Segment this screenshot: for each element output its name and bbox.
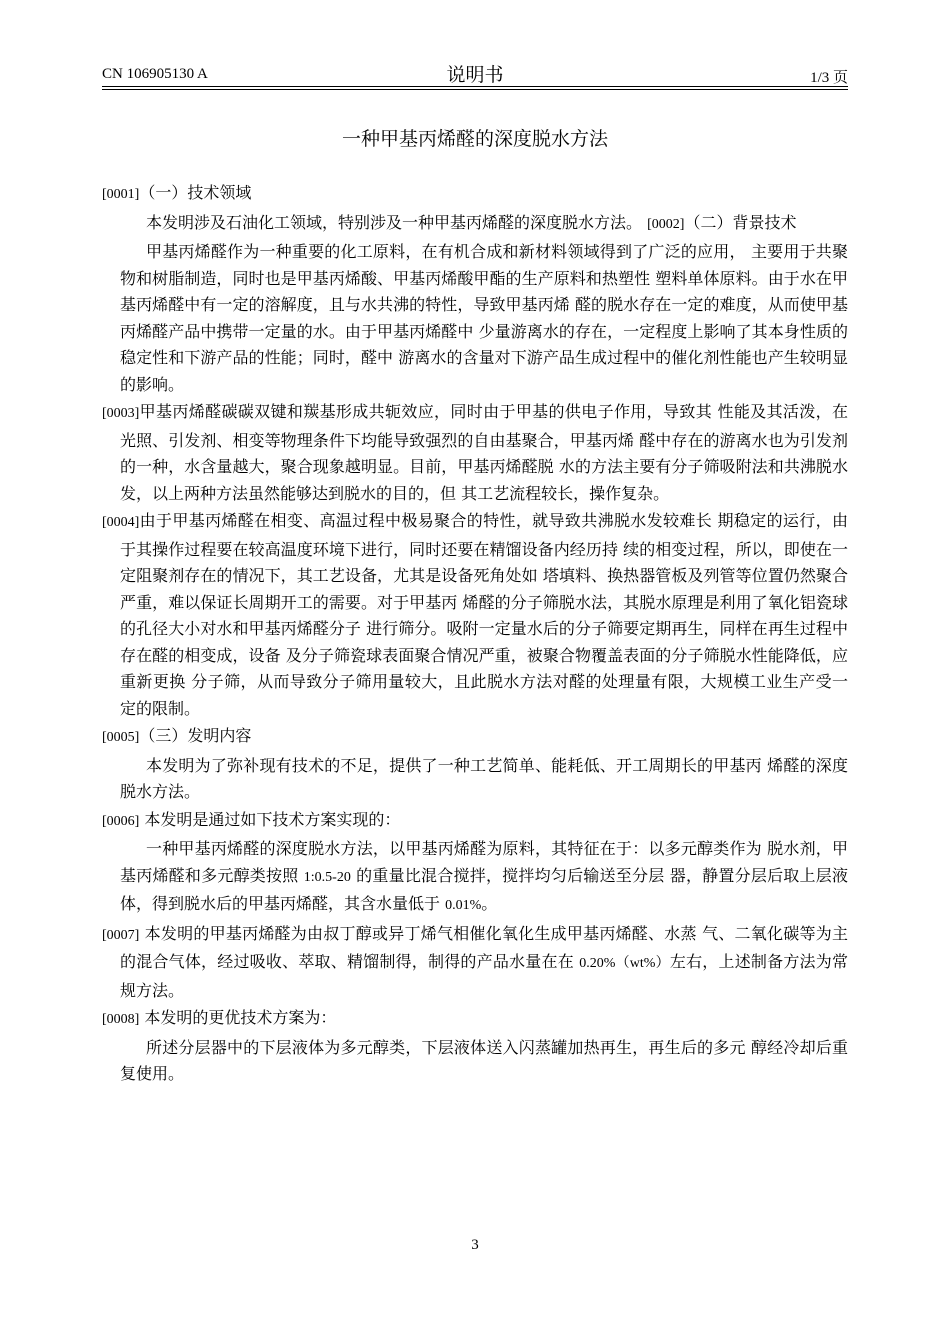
- paragraph-0003: [102, 399, 848, 507]
- paragraph-0005: [102, 723, 848, 752]
- paragraph-number: [0003]: [102, 406, 140, 421]
- patent-number: CN 106905130 A: [102, 66, 208, 82]
- paragraph-text: （二）背景技术: [684, 212, 797, 232]
- paragraph-number: [0002]: [647, 216, 685, 232]
- paragraph-text: 由于甲基丙烯醛在相变、高温过程中极易聚合的特性，就导致共沸脱水发较难长 期稳定的运行，由于其操作过程要在较高温度环境下进行，同时还要在精馏设备内经历持 续的相变过程，所以，即使在一定阻聚剂存在的情况下，其工艺设备，尤其是设备死角处如 塔填料、换热器管板及列管等位置仍然聚合严重，难以保证长周期开工的需要。对于甲基丙 烯醛的分子筛脱水法，其脱水原理是利用了氧化铝瓷球的孔径大小对水和甲基丙烯醛分子 进行筛分。吸附一定量水后的分子筛要定期再生，同样在再生过程中存在醛的相变成，设备 及分子筛瓷球表面聚合情况严重，被聚合物覆盖表面的分子筛脱水性能降低，应重新更换 分子筛，从而导致分子筛用量较大，且此脱水方法对醛的处理量有限，大规模工业生产受一 定的限制。: [120, 511, 848, 718]
- paragraph-text: 左右，上述制备方法为常规方法。: [120, 952, 848, 1000]
- page-number: 3: [471, 1237, 479, 1253]
- paragraph-text: 甲基丙烯醛作为一种重要的化工原料，在有机合成和新材料领域得到了广泛的应用， 主要用于共聚物和树脂制造，同时也是甲基丙烯酸、甲基丙烯酸甲酯的生产原料和热塑性 塑料单体原料。由于水在甲基丙烯醛中有一定的溶解度，且与水共沸的特性，导致甲基丙烯 醛的脱水存在一定的难度，从而使甲基丙烯醛产品中携带一定量的水。由于甲基丙烯醛中 少量游离水的存在，一定程度上影响了其本身性质的稳定性和下游产品的性能；同时，醛中 游离水的含量对下游产品生成过程中的催化剂性能也产生较明显的影响。: [120, 242, 848, 394]
- paragraph-number: [0001]: [102, 187, 140, 202]
- paragraph-number: [0008]: [102, 1012, 140, 1027]
- paragraph-text: 所述分层器中的下层液体为多元醇类，下层液体送入闪蒸罐加热再生，再生后的多元 醇经冷却后重复使用。: [120, 1037, 848, 1083]
- paragraph-method: [102, 836, 848, 920]
- paragraph-text: 一种甲基丙烯醛的深度脱水方法，以甲基丙烯醛为原料，其特征在于：以多元醇类作为 脱水剂，甲基丙烯醛和多元醇类按照: [120, 839, 848, 885]
- page-indicator: 1/3 页: [810, 70, 848, 86]
- paragraph-preferred: [102, 1035, 848, 1088]
- paragraph-text: 本发明的更优技术方案为：: [139, 1008, 337, 1027]
- paragraph-text: 本发明是通过如下技术方案实现的：: [139, 809, 401, 829]
- paragraph-text: （一）技术领域: [139, 183, 252, 202]
- paragraph-0006: [102, 807, 848, 836]
- paragraph-0001: [102, 180, 848, 209]
- paragraph-summary: [102, 753, 848, 806]
- paragraph-text: 本发明的甲基丙烯醛为由叔丁醇或异丁烯气相催化氧化生成甲基丙烯醛、水蒸 气、二氧化碳等为主的混合气体，经过吸收、萃取、精馏制得，制得的产品水量在在: [120, 923, 848, 971]
- paragraph-number: [0007]: [102, 927, 140, 943]
- paragraph-text: 的重量比混合搅拌，搅拌均匀后输送至分层 器，静置分层后取上层液体，得到脱水后的甲基丙烯醛，其含水量低于: [120, 865, 848, 913]
- paragraph-text: （三）发明内容: [139, 726, 252, 745]
- paragraph-field: [102, 210, 848, 239]
- paragraph-text: 本发明涉及石油化工领域，特别涉及一种甲基丙烯醛的深度脱水方法。: [146, 212, 643, 232]
- paragraph-number: [0004]: [102, 515, 140, 530]
- header-rule-thick: [102, 86, 848, 87]
- weight-ratio: 1:0.5-20: [303, 869, 351, 885]
- paragraph-text: 甲基丙烯醛碳碳双键和羰基形成共轭效应，同时由于甲基的供电子作用，导致其 性能及其活泼，在光照、引发剂、相变等物理条件下均能导致强烈的自由基聚合，甲基丙烯 醛中存在的游离水也为引发剂的一种，水含量越大，聚合现象越明显。目前，甲基丙烯醛脱 水的方法主要有分子筛吸附法和共沸脱水发，以上两种方法虽然能够达到脱水的目的，但 其工艺流程较长，操作复杂。: [120, 402, 848, 503]
- paragraph-background: [102, 239, 848, 398]
- paragraph-0007: [102, 921, 848, 1005]
- product-water-value: 0.20%（wt%）: [579, 956, 670, 971]
- section-title: 说明书: [446, 64, 504, 86]
- paragraph-number: [0006]: [102, 813, 140, 829]
- document-title: 一种甲基丙烯醛的深度脱水方法: [341, 128, 608, 150]
- header-rule-thin: [102, 89, 848, 90]
- paragraph-number: [0005]: [102, 730, 140, 745]
- paragraph-0008: [102, 1005, 848, 1034]
- paragraph-text: 。: [481, 894, 498, 913]
- document-body: [102, 180, 848, 1089]
- paragraph-0004: [102, 508, 848, 722]
- water-content-value: 0.01%: [445, 898, 482, 913]
- paragraph-text: 本发明为了弥补现有技术的不足，提供了一种工艺简单、能耗低、开工周期长的甲基丙 烯醛的深度脱水方法。: [120, 755, 848, 801]
